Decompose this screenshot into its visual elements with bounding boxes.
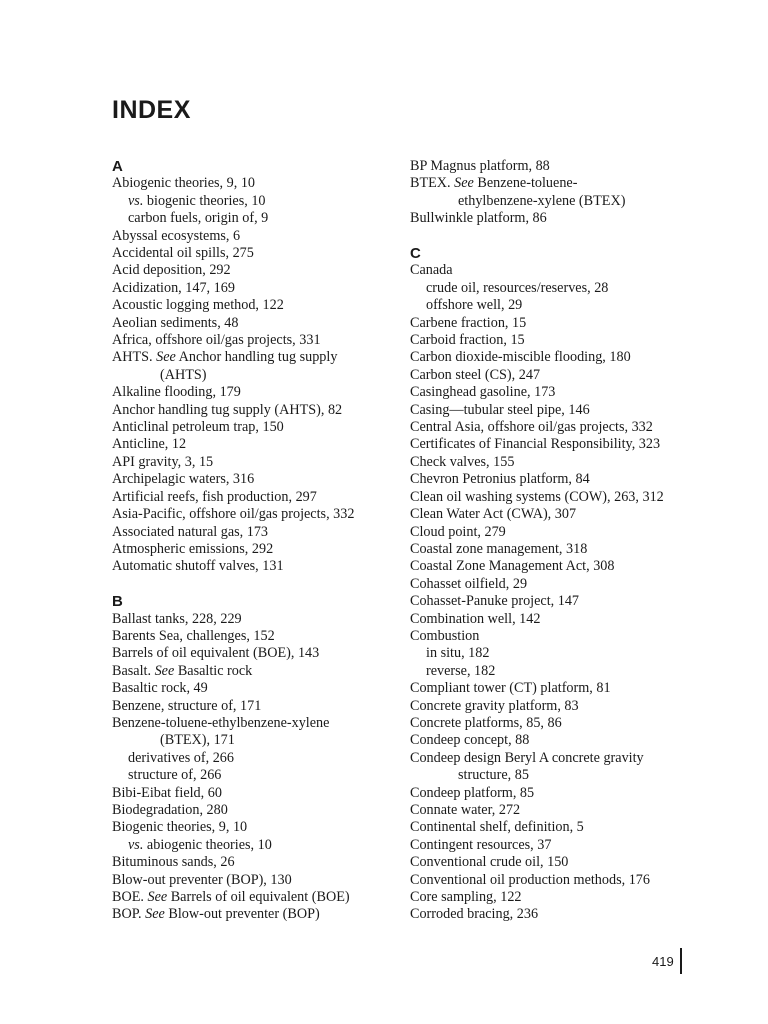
- index-entry: [410, 367, 710, 384]
- entry-text: Basalt.: [112, 662, 155, 679]
- entry-text: Clean Water Act (CWA), 307: [410, 506, 577, 523]
- index-entry: [112, 297, 402, 314]
- index-entry: [410, 402, 710, 419]
- entry-text: BOP.: [112, 906, 146, 923]
- index-entry: [112, 541, 402, 558]
- see-reference: See: [147, 889, 168, 906]
- entry-text: Bituminous sands, 26: [112, 854, 235, 871]
- index-entry: [112, 889, 402, 906]
- see-reference: See: [156, 349, 176, 366]
- entry-text: Carboid fraction, 15: [410, 332, 525, 349]
- index-entry: [112, 454, 402, 471]
- entry-text: Conventional oil production methods, 176: [410, 871, 650, 888]
- index-entry: [410, 732, 710, 749]
- entry-text: Basaltic rock, 49: [112, 680, 208, 697]
- entry-text: structure, 85: [458, 767, 529, 784]
- entry-text: Cloud point, 279: [410, 523, 506, 540]
- index-column-right: [410, 158, 710, 924]
- entry-text: Cohasset oilfield, 29: [410, 575, 528, 592]
- index-entry: [410, 593, 710, 610]
- entry-text: Combustion: [410, 627, 480, 644]
- entry-text: Artificial reefs, fish production, 297: [112, 488, 317, 505]
- index-entry: [112, 489, 402, 506]
- entry-text: Coastal Zone Management Act, 308: [410, 558, 615, 575]
- entry-text: derivatives of, 266: [128, 749, 234, 766]
- index-entry: [112, 628, 402, 645]
- page-folio: [652, 948, 682, 974]
- entry-text: Biodegradation, 280: [112, 801, 228, 818]
- entry-text: ethylbenzene-xylene (BTEX): [458, 192, 626, 209]
- page-title: INDEX: [112, 96, 191, 124]
- index-entry: [112, 645, 402, 662]
- see-target: Barrels of oil equivalent (BOE): [167, 889, 350, 906]
- index-entry-continuation: [410, 767, 710, 784]
- entry-text: Cohasset-Panuke project, 147: [410, 593, 580, 610]
- index-entry: [410, 872, 710, 889]
- index-entry: [410, 628, 710, 645]
- section-letter: A: [112, 158, 123, 175]
- index-entry: [410, 436, 710, 453]
- index-entry: [410, 524, 710, 541]
- index-entry: [410, 906, 710, 923]
- entry-text: Check valves, 155: [410, 453, 515, 470]
- index-column-left: [112, 158, 402, 924]
- index-entry: [112, 698, 402, 715]
- entry-text: (BTEX), 171: [160, 732, 235, 749]
- index-entry: [112, 558, 402, 575]
- index-subentry: [410, 645, 710, 662]
- entry-text: structure of, 266: [128, 767, 222, 784]
- index-entry: [410, 715, 710, 732]
- index-subentry: [112, 767, 402, 784]
- entry-text: Anticlinal petroleum trap, 150: [112, 419, 284, 436]
- see-target: Anchor handling tug supply: [175, 349, 338, 366]
- index-entry: [410, 576, 710, 593]
- entry-text: API gravity, 3, 15: [112, 453, 214, 470]
- index-entry: [112, 854, 402, 871]
- index-entry: [112, 872, 402, 889]
- entry-text: Combination well, 142: [410, 610, 541, 627]
- index-entry: [112, 315, 402, 332]
- section-letter: C: [410, 245, 421, 263]
- index-entry: [112, 506, 402, 523]
- index-subentry: [410, 280, 710, 297]
- see-reference: See: [154, 662, 175, 679]
- entry-text: Condeep platform, 85: [410, 784, 535, 801]
- index-entry: [112, 819, 402, 836]
- index-entry: [112, 471, 402, 488]
- entry-text: Continental shelf, definition, 5: [410, 819, 584, 836]
- index-entry: [112, 524, 402, 541]
- index-entry: [410, 158, 710, 175]
- index-entry: [112, 228, 402, 245]
- entry-text: Condeep design Beryl A concrete gravity: [410, 749, 644, 766]
- entry-text: Alkaline flooding, 179: [112, 384, 241, 401]
- entry-text: Canada: [410, 262, 453, 279]
- index-entry: [410, 471, 710, 488]
- index-entry: [112, 402, 402, 419]
- entry-text: Core sampling, 122: [410, 889, 522, 906]
- index-entry: [410, 750, 710, 767]
- entry-text: BOE.: [112, 889, 148, 906]
- index-entry: [410, 419, 710, 436]
- entry-text: AHTS.: [112, 349, 157, 366]
- entry-text: Benzene-toluene-ethylbenzene-xylene: [112, 714, 330, 731]
- index-entry: [112, 332, 402, 349]
- index-entry: [112, 175, 402, 192]
- see-reference: See: [454, 175, 474, 192]
- entry-text: Acid deposition, 292: [112, 262, 231, 279]
- index-entry: [410, 698, 710, 715]
- index-entry: [410, 315, 710, 332]
- index-entry-continuation: [112, 367, 402, 384]
- see-target: Blow-out preventer (BOP): [164, 906, 320, 923]
- entry-text: Connate water, 272: [410, 802, 521, 818]
- entry-text: Benzene, structure of, 171: [112, 697, 262, 714]
- index-subentry: [410, 297, 710, 314]
- entry-text: Aeolian sediments, 48: [112, 314, 239, 331]
- index-entry: [112, 280, 402, 297]
- index-entry: [112, 419, 402, 436]
- entry-text: Acoustic logging method, 122: [112, 297, 284, 314]
- entry-text: Archipelagic waters, 316: [112, 471, 255, 488]
- index-subentry: [112, 210, 402, 227]
- entry-text: Abyssal ecosystems, 6: [112, 227, 241, 244]
- entry-text: Anticline, 12: [112, 436, 187, 453]
- index-subentry: [410, 663, 710, 680]
- entry-text: Anchor handling tug supply (AHTS), 82: [112, 401, 343, 418]
- index-entry: [112, 680, 402, 697]
- index-entry: [410, 262, 710, 279]
- entry-text: Compliant tower (CT) platform, 81: [410, 680, 611, 697]
- entry-text: Ballast tanks, 228, 229: [112, 610, 242, 627]
- entry-text: reverse, 182: [426, 662, 496, 679]
- index-subentry: [112, 193, 402, 210]
- entry-text: Biogenic theories, 9, 10: [112, 819, 248, 836]
- see-target: Basaltic rock: [174, 662, 253, 679]
- section-spacer: [112, 576, 402, 593]
- section-letter: B: [112, 593, 123, 611]
- page-number: 419: [652, 953, 674, 969]
- entry-text: (AHTS): [160, 366, 207, 383]
- entry-text: Atmospheric emissions, 292: [112, 540, 274, 557]
- entry-text: Corroded bracing, 236: [410, 906, 539, 923]
- index-entry: [410, 210, 710, 227]
- folio-rule: [680, 948, 682, 974]
- index-entry: [410, 349, 710, 366]
- entry-text: in situ, 182: [426, 645, 490, 662]
- index-entry: [410, 489, 710, 506]
- entry-text: Carbon dioxide-miscible flooding, 180: [410, 349, 631, 366]
- index-entry: [410, 506, 710, 523]
- versus-prefix: vs.: [128, 192, 144, 209]
- entry-text: abiogenic theories, 10: [143, 836, 272, 853]
- index-entry: [410, 384, 710, 401]
- entry-text: Clean oil washing systems (COW), 263, 312: [410, 488, 664, 505]
- entry-text: Africa, offshore oil/gas projects, 331: [112, 332, 321, 349]
- entry-text: Carbon steel (CS), 247: [410, 366, 541, 383]
- index-entry-continuation: [112, 732, 402, 749]
- index-entry: [112, 785, 402, 802]
- entry-text: Acidization, 147, 169: [112, 279, 235, 296]
- index-entry: [410, 680, 710, 697]
- entry-text: Blow-out preventer (BOP), 130: [112, 871, 292, 888]
- index-entry: [112, 262, 402, 279]
- index-entry: [112, 611, 402, 628]
- index-entry: [410, 454, 710, 471]
- index-entry: [410, 889, 710, 906]
- index-entry: [410, 854, 710, 871]
- entry-text: Concrete platforms, 85, 86: [410, 714, 562, 731]
- entry-text: biogenic theories, 10: [143, 192, 266, 209]
- entry-text: Asia-Pacific, offshore oil/gas projects, 332: [112, 506, 355, 523]
- entry-text: Condeep concept, 88: [410, 732, 530, 749]
- index-entry: [410, 819, 710, 836]
- index-entry: [112, 802, 402, 819]
- entry-text: BP Magnus platform, 88: [410, 158, 550, 174]
- index-entry: [410, 541, 710, 558]
- entry-text: Certificates of Financial Responsibility, 323: [410, 436, 661, 453]
- entry-text: Contingent resources, 37: [410, 836, 552, 853]
- entry-text: Coastal zone management, 318: [410, 540, 588, 557]
- index-entry: [112, 436, 402, 453]
- entry-text: Central Asia, offshore oil/gas projects, 332: [410, 419, 653, 436]
- index-entry: [410, 175, 710, 192]
- entry-text: Casing—tubular steel pipe, 146: [410, 401, 590, 418]
- index-entry: [410, 558, 710, 575]
- entry-text: offshore well, 29: [426, 297, 523, 314]
- entry-text: Carbene fraction, 15: [410, 314, 527, 331]
- entry-text: Accidental oil spills, 275: [112, 245, 254, 262]
- entry-text: Conventional crude oil, 150: [410, 854, 569, 871]
- entry-text: Associated natural gas, 173: [112, 523, 269, 540]
- index-entry: [112, 384, 402, 401]
- index-entry: [112, 663, 402, 680]
- entry-text: BTEX.: [410, 175, 455, 192]
- section-spacer: [410, 228, 710, 245]
- entry-text: Abiogenic theories, 9, 10: [112, 175, 256, 192]
- entry-text: Bibi-Eibat field, 60: [112, 784, 222, 801]
- index-entry: [410, 785, 710, 802]
- entry-text: Barrels of oil equivalent (BOE), 143: [112, 645, 320, 662]
- index-entry: [410, 802, 710, 819]
- entry-text: Concrete gravity platform, 83: [410, 697, 579, 714]
- index-entry: [410, 332, 710, 349]
- see-reference: See: [145, 906, 165, 923]
- entry-text: Chevron Petronius platform, 84: [410, 471, 590, 488]
- entry-text: Bullwinkle platform, 86: [410, 210, 547, 227]
- index-entry: [410, 837, 710, 854]
- index-entry: [410, 611, 710, 628]
- index-subentry: [112, 750, 402, 767]
- entry-text: crude oil, resources/reserves, 28: [426, 279, 609, 296]
- entry-text: Casinghead gasoline, 173: [410, 384, 556, 401]
- index-subentry: [112, 837, 402, 854]
- entry-text: Automatic shutoff valves, 131: [112, 558, 284, 575]
- entry-text: Barents Sea, challenges, 152: [112, 627, 275, 644]
- index-entry: [112, 715, 402, 732]
- index-entry: [112, 349, 402, 366]
- index-entry: [112, 245, 402, 262]
- versus-prefix: vs.: [128, 836, 144, 853]
- index-entry: [112, 906, 402, 923]
- see-target: Benzene-toluene-: [473, 175, 578, 192]
- index-entry-continuation: [410, 193, 710, 210]
- entry-text: carbon fuels, origin of, 9: [128, 210, 269, 227]
